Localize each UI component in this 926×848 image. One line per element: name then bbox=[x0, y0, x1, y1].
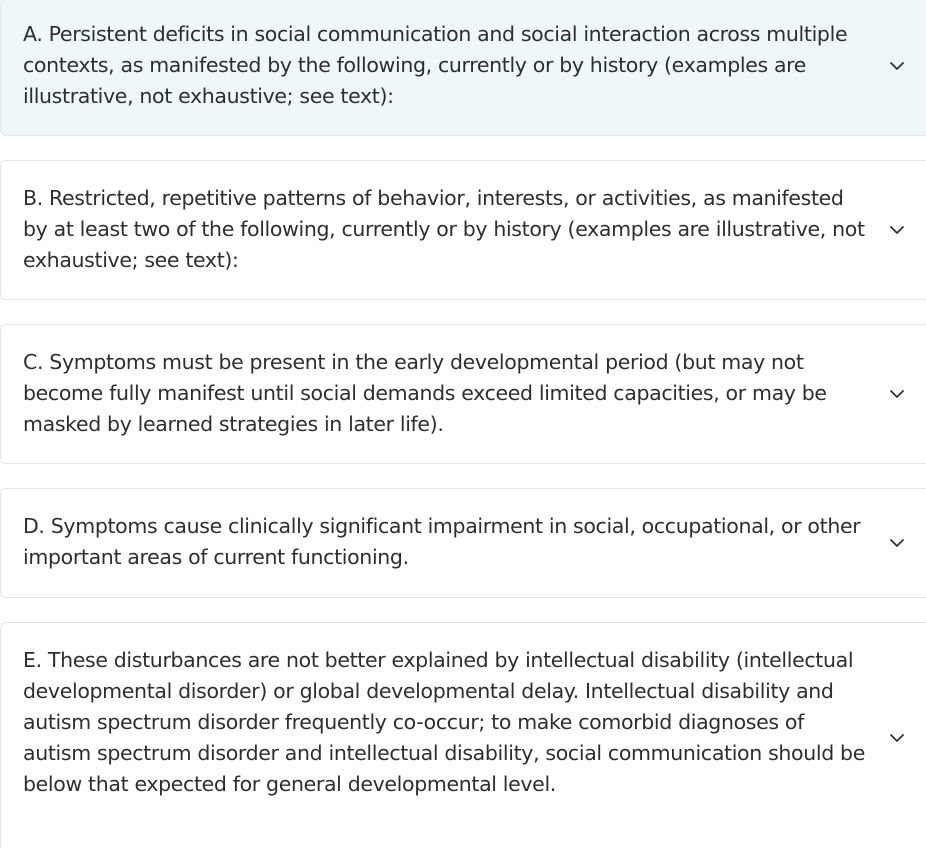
criterion-b-text: B. Restricted, repetitive patterns of behavior, interests, or activities, as manifested by at least two of the following, currently or by history (examples are illustrative, not exhaustive; see text): bbox=[23, 186, 865, 272]
chevron-down-icon[interactable] bbox=[889, 389, 905, 399]
chevron-down-icon[interactable] bbox=[889, 538, 905, 548]
criterion-e-panel[interactable] bbox=[0, 622, 926, 848]
criterion-a-text: A. Persistent deficits in social communication and social interaction across multiple contexts, as manifested by the following, currently or by history (examples are illustrative, not exhaustive; see text): bbox=[23, 22, 848, 108]
chevron-down-icon[interactable] bbox=[889, 225, 905, 235]
criterion-d-panel[interactable] bbox=[0, 488, 926, 598]
criterion-c-panel[interactable] bbox=[0, 324, 926, 464]
criterion-d-text: D. Symptoms cause clinically significant impairment in social, occupational, or other important areas of current functioning. bbox=[23, 514, 861, 569]
criterion-c-text: C. Symptoms must be present in the early developmental period (but may not become fully manifest until social demands exceed limited capacities, or may be masked by learned strategies in later life). bbox=[23, 350, 827, 436]
chevron-down-icon[interactable] bbox=[889, 733, 905, 743]
criterion-a-panel[interactable] bbox=[0, 0, 926, 136]
criterion-e-text: E. These disturbances are not better explained by intellectual disability (intellectual developmental disorder) or global developmental delay. Intellectual disability and autism spectrum disorder frequently co-occur; to make comorbid diagnoses of autism spectrum disorder and intellectual disability, social communication should be below that expected for general developmental level. bbox=[23, 648, 865, 796]
criterion-b-panel[interactable] bbox=[0, 160, 926, 300]
chevron-down-icon[interactable] bbox=[889, 61, 905, 71]
